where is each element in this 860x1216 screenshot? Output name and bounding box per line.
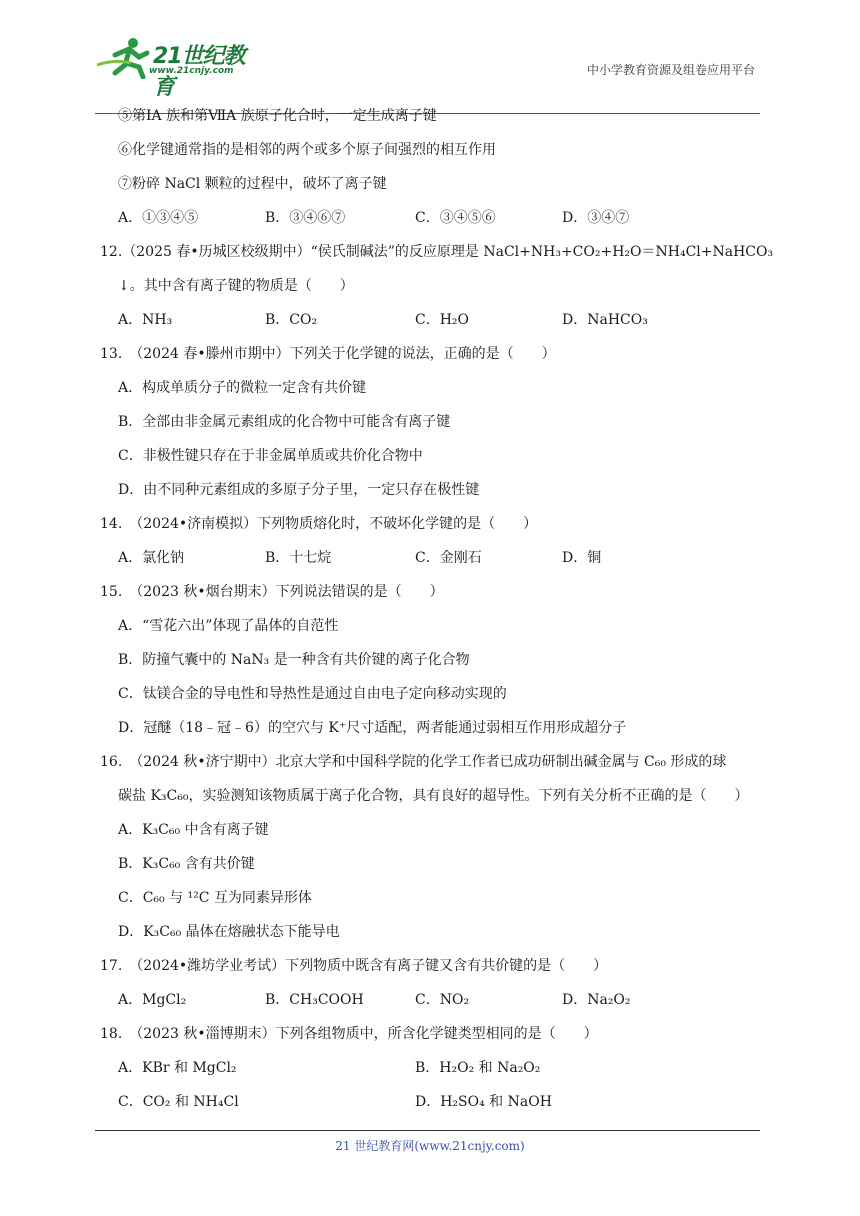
- text-line-q18A: A．KBr 和 MgCl₂: [118, 1060, 237, 1076]
- text-line-q17C: C．NO₂: [415, 992, 470, 1008]
- text-line-q13D: D．由不同种元素组成的多原子分子里，一定只存在极性键: [118, 482, 480, 498]
- logo-url: www.21cnjy.com: [149, 66, 234, 76]
- text-line-q15: 15. （2023 秋•烟台期末）下列说法错误的是（ ）: [100, 584, 444, 600]
- text-line-q17D: D．Na₂O₂: [562, 992, 631, 1008]
- text-line-q12A: A．NH₃: [118, 312, 173, 328]
- text-line-q12C: C．H₂O: [415, 312, 470, 328]
- text-line-q16b: 碳盐 K₃C₆₀，实验测知该物质属于离子化合物，具有良好的超导性。下列有关分析不正确的是（ ）: [118, 788, 749, 804]
- text-line-q15D: D．冠醚（18﹣冠﹣6）的空穴与 K⁺尺寸适配，两者能通过弱相互作用形成超分子: [118, 720, 627, 736]
- text-line-q18D: D．H₂SO₄ 和 NaOH: [415, 1094, 552, 1110]
- site-logo[interactable]: [95, 35, 265, 100]
- text-line-q18B: B．H₂O₂ 和 Na₂O₂: [415, 1060, 541, 1076]
- text-line-l2: ⑥化学键通常指的是相邻的两个或多个原子间强烈的相互作用: [118, 142, 496, 158]
- text-line-q12: 12.（2025 春•历城区校级期中）“侯氏制碱法”的反应原理是 NaCl+NH₃+CO₂+H₂O＝NH₄Cl+NaHCO₃: [100, 244, 774, 260]
- text-line-q16B: B．K₃C₆₀ 含有共价键: [118, 856, 255, 872]
- text-line-q17B: B．CH₃COOH: [265, 992, 364, 1008]
- text-line-q14B: B．十七烷: [265, 550, 332, 566]
- text-line-q14C: C．金刚石: [415, 550, 482, 566]
- text-line-q13A: A．构成单质分子的微粒一定含有共价键: [118, 380, 367, 396]
- text-line-q14D: D．铜: [562, 550, 602, 566]
- footer-divider: [95, 1130, 760, 1131]
- text-line-q15A: A．“雪花六出”体现了晶体的自范性: [118, 618, 339, 634]
- text-line-l1: ⑤第ⅠA 族和第ⅦA 族原子化合时，一定生成离子键: [118, 108, 437, 124]
- text-line-q16D: D．K₃C₆₀ 晶体在熔融状态下能导电: [118, 924, 340, 940]
- text-line-q13: 13. （2024 春•滕州市期中）下列关于化学键的说法，正确的是（ ）: [100, 346, 556, 362]
- text-line-q12D: D．NaHCO₃: [562, 312, 648, 328]
- text-line-q18: 18. （2023 秋•淄博期末）下列各组物质中，所含化学键类型相同的是（ ）: [100, 1026, 598, 1042]
- text-line-q12B: B．CO₂: [265, 312, 318, 328]
- text-line-q13C: C．非极性键只存在于非金属单质或共价化合物中: [118, 448, 423, 464]
- text-line-q17: 17. （2024•潍坊学业考试）下列物质中既含有离子键又含有共价键的是（ ）: [100, 958, 608, 974]
- text-line-l4c: C．③④⑤⑥: [415, 210, 496, 226]
- runner-icon: [95, 35, 155, 79]
- text-line-l4b: B．③④⑥⑦: [265, 210, 346, 226]
- text-line-q15C: C．钛镁合金的导电性和导热性是通过自由电子定向移动实现的: [118, 686, 507, 702]
- text-line-q14A: A．氯化钠: [118, 550, 185, 566]
- header-platform-title: 中小学教育资源及组卷应用平台: [586, 63, 755, 77]
- text-line-q16A: A．K₃C₆₀ 中含有离子键: [118, 822, 269, 838]
- text-line-q12b: ↓。其中含有离子键的物质是（ ）: [118, 278, 354, 294]
- text-line-l4a: A．①③④⑤: [118, 210, 199, 226]
- text-line-q18C: C．CO₂ 和 NH₄Cl: [118, 1094, 239, 1110]
- text-line-l3: ⑦粉碎 NaCl 颗粒的过程中，破坏了离子键: [118, 176, 387, 192]
- text-line-q13B: B．全部由非金属元素组成的化合物中可能含有离子键: [118, 414, 451, 430]
- logo-text: 21世纪教育: [153, 44, 245, 100]
- text-line-q14: 14. （2024•济南模拟）下列物质熔化时，不破坏化学键的是（ ）: [100, 516, 538, 532]
- text-line-q15B: B．防撞气囊中的 NaN₃ 是一种含有共价键的离子化合物: [118, 652, 470, 668]
- page-header: [95, 35, 760, 100]
- text-line-l4d: D．③④⑦: [562, 210, 630, 226]
- text-line-q16: 16. （2024 秋•济宁期中）北京大学和中国科学院的化学工作者已成功研制出碱金属与 C₆₀ 形成的球: [100, 754, 727, 770]
- text-line-q17A: A．MgCl₂: [118, 992, 187, 1008]
- text-line-q16C: C．C₆₀ 与 ¹²C 互为同素异形体: [118, 890, 312, 906]
- footer-link[interactable]: 21 世纪教育网(www.21cnjy.com): [335, 1139, 525, 1153]
